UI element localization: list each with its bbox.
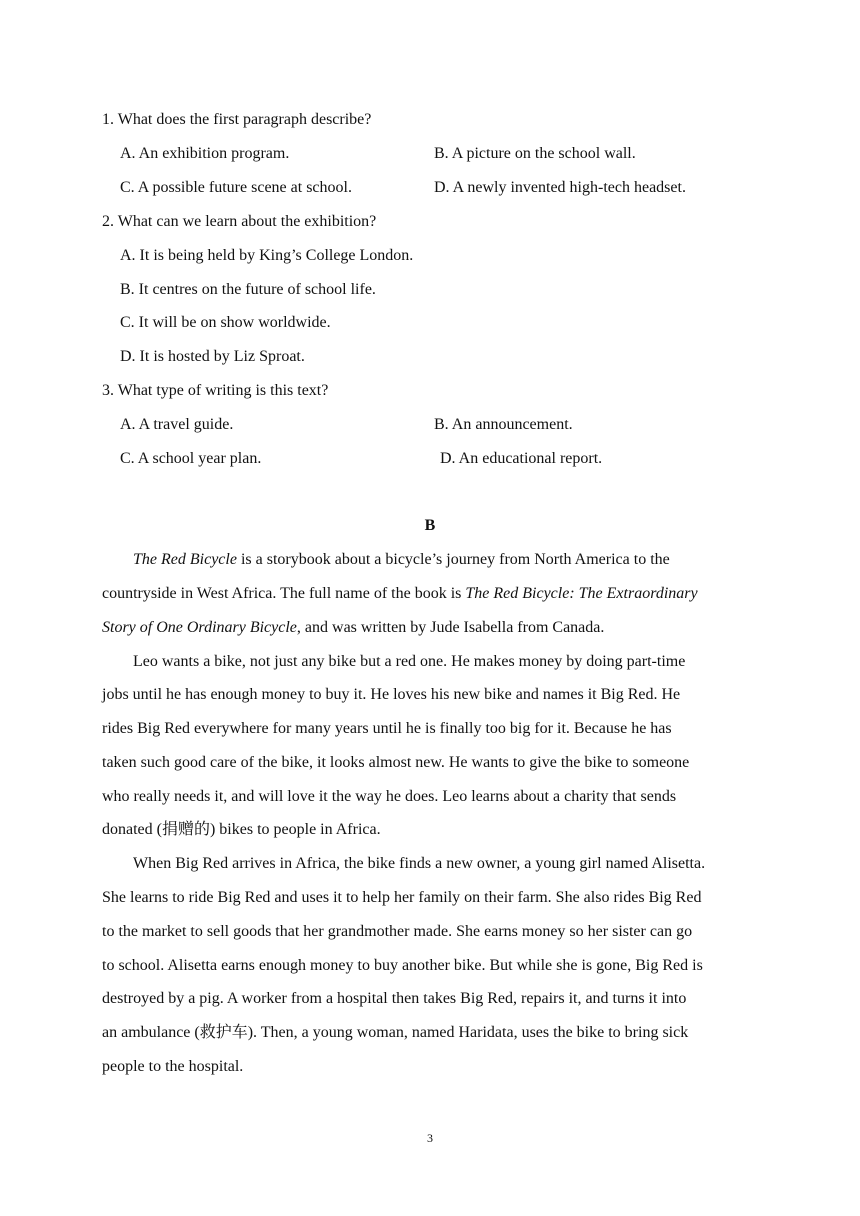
question-3-stem: 3. What type of writing is this text? bbox=[102, 382, 329, 399]
passage-line: taken such good care of the bike, it looks almost new. He wants to give the bike to someone bbox=[102, 754, 690, 771]
passage-line: people to the hospital. bbox=[102, 1058, 244, 1075]
question-2-option-d: D. It is hosted by Liz Sproat. bbox=[120, 348, 305, 365]
question-3-option-a: A. A travel guide. bbox=[120, 416, 234, 433]
passage-line: Leo wants a bike, not just any bike but a red one. He makes money by doing part-time bbox=[133, 653, 686, 670]
question-3-option-b: B. An announcement. bbox=[434, 416, 573, 433]
question-3-option-d: D. An educational report. bbox=[440, 450, 603, 467]
passage-line: When Big Red arrives in Africa, the bike finds a new owner, a young girl named Alisetta. bbox=[133, 855, 706, 872]
question-1-option-a: A. An exhibition program. bbox=[120, 145, 290, 162]
question-1-stem: 1. What does the first paragraph describe? bbox=[102, 111, 372, 128]
question-2-option-c: C. It will be on show worldwide. bbox=[120, 314, 331, 331]
question-1-option-d: D. A newly invented high-tech headset. bbox=[434, 179, 686, 196]
passage-line: She learns to ride Big Red and uses it to help her family on their farm. She also rides Big Red bbox=[102, 889, 702, 906]
book-title: The Red Bicycle bbox=[133, 551, 237, 568]
passage-line: rides Big Red everywhere for many years until he is finally too big for it. Because he has bbox=[102, 720, 672, 737]
question-1-option-b: B. A picture on the school wall. bbox=[434, 145, 636, 162]
passage-line: Story of One Ordinary Bicycle, and was written by Jude Isabella from Canada. bbox=[102, 619, 605, 636]
passage-line: donated (捐赠的) bikes to people in Africa. bbox=[102, 821, 381, 838]
book-full-title-cont: Story of One Ordinary Bicycle bbox=[102, 619, 297, 636]
passage-line: to school. Alisetta earns enough money to buy another bike. But while she is gone, Big Red is bbox=[102, 957, 703, 974]
section-heading: B bbox=[424, 517, 436, 534]
page-number: 3 bbox=[427, 1131, 433, 1145]
passage-line: to the market to sell goods that her grandmother made. She earns money so her sister can go bbox=[102, 923, 693, 940]
passage-line: countryside in West Africa. The full name of the book is The Red Bicycle: The Extraordinary bbox=[102, 585, 698, 602]
question-1-option-c: C. A possible future scene at school. bbox=[120, 179, 352, 196]
passage-line: jobs until he has enough money to buy it. He loves his new bike and names it Big Red. He bbox=[102, 686, 681, 703]
book-full-title: The Red Bicycle: The Extraordinary bbox=[465, 585, 698, 602]
question-2-option-a: A. It is being held by King’s College London. bbox=[120, 247, 414, 264]
question-2-stem: 2. What can we learn about the exhibition? bbox=[102, 213, 377, 230]
passage-line: destroyed by a pig. A worker from a hospital then takes Big Red, repairs it, and turns it into bbox=[102, 990, 687, 1007]
passage-line: The Red Bicycle is a storybook about a bicycle’s journey from North America to the bbox=[133, 551, 670, 568]
question-3-option-c: C. A school year plan. bbox=[120, 450, 262, 467]
passage-line: who really needs it, and will love it the way he does. Leo learns about a charity that sends bbox=[102, 788, 677, 805]
question-2-option-b: B. It centres on the future of school life. bbox=[120, 281, 376, 298]
passage-line: an ambulance (救护车). Then, a young woman, named Haridata, uses the bike to bring sick bbox=[102, 1024, 689, 1041]
